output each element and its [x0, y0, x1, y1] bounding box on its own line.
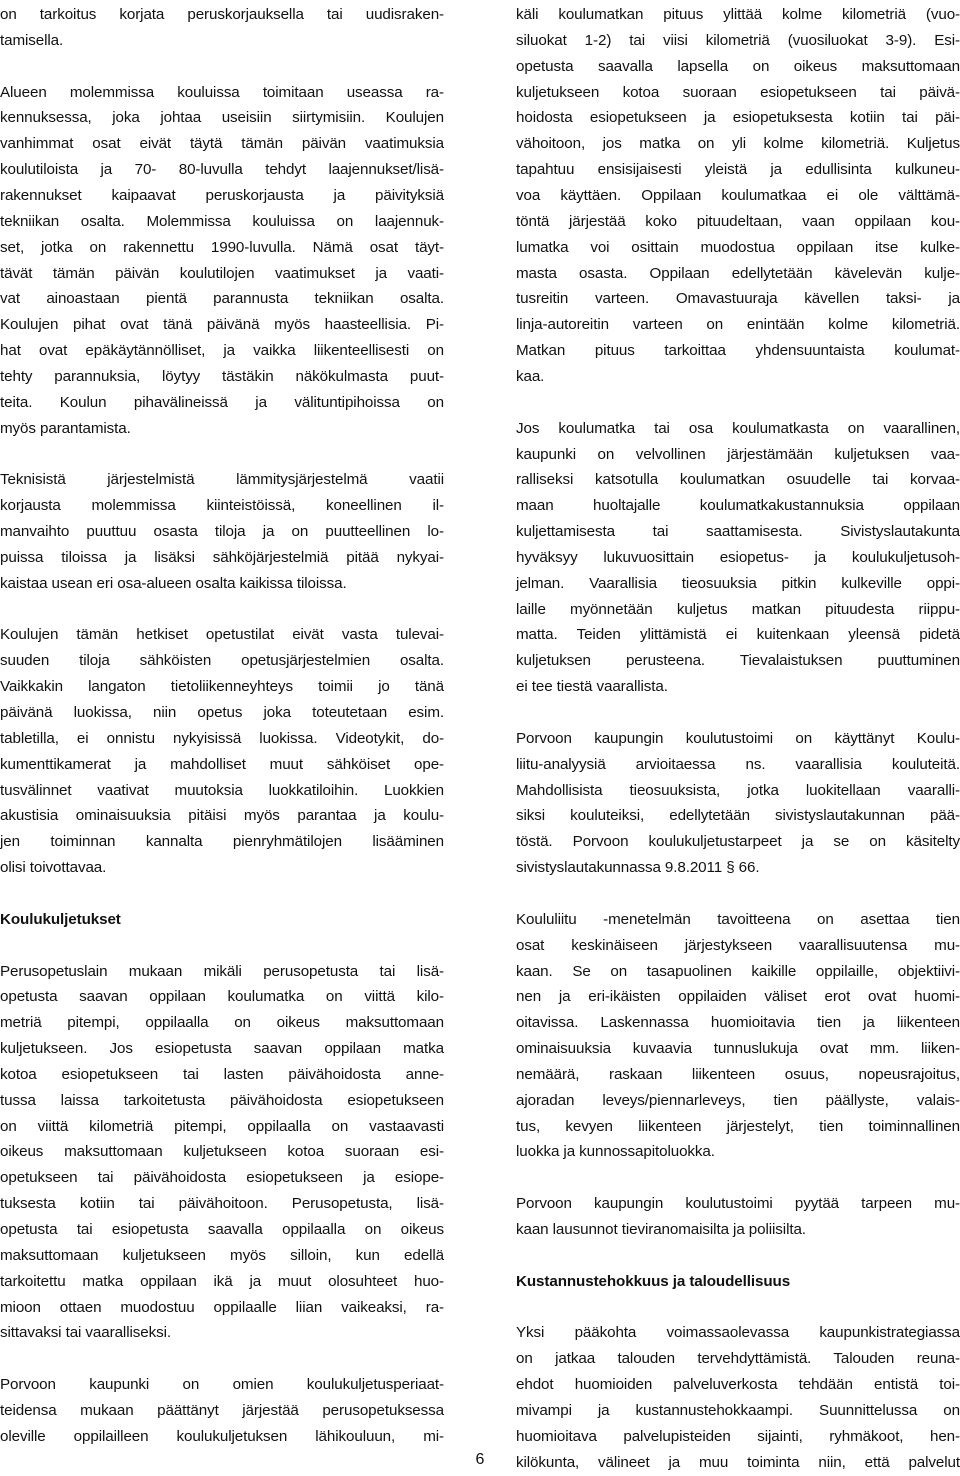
text-line: laille myönnetään kuljetus matkan pituudesta riippu- [516, 600, 960, 618]
text-line: on viittä kilometriä pitempi, oppilaalla on vastaavasti [0, 1117, 444, 1135]
text-line: hat ovat epäkäytännölliset, ja vaikka liikenteellisesti on [0, 342, 444, 360]
text-line: kuljettamisesta tai saattamisesta. Sivistyslautakunta [516, 523, 960, 540]
text-line: sivistyslautakunnassa 9.8.2011 § 66. [516, 859, 760, 877]
text-line: kumenttikamerat ja mahdolliset muut sähköiset ope- [0, 755, 444, 773]
section-heading: Kustannustehokkuus ja taloudellisuus [516, 1272, 791, 1290]
text-line: siluokat 1-2) tai viisi kilometriä (vuosiluokat 3-9). Esi- [516, 31, 960, 49]
page-number: 6 [475, 1451, 485, 1468]
text-line: hyväksyy lukuvuosittain esiopetus- ja koulukuljetusoh- [516, 548, 960, 566]
text-line: käli koulumatkan pituus ylittää kolme kilometriä (vuo- [516, 6, 960, 23]
text-line: maan huoltajalle koulumatkakustannuksia oppilaan [516, 497, 960, 515]
text-line: vanhimmat osat eivät täytä tämän päivän vaatimuksia [0, 135, 444, 153]
text-line: kotoa esiopetukseen tai lasten päivähoidosta anne- [0, 1065, 444, 1083]
text-line: liitu-analyysiä arvioitaessa ns. vaarallisia kouluteitä. [516, 755, 960, 773]
text-line: mivampi ja kustannustehokkaampi. Suunnittelussa on [516, 1401, 960, 1419]
text-line: kuljetukseen kotoa suoraan esiopetukseen tai päivä- [516, 83, 960, 101]
text-line: myös parantamista. [0, 419, 131, 437]
text-line: siksi kouluteiksi, edellytetään sivistyslautakunnan pää- [516, 807, 960, 825]
text-line: Mahdollisista tieosuuksista, jotka luokitellaan vaaralli- [516, 781, 960, 799]
text-line: ajoradan leveys/piennarleveys, tien päällyste, valais- [516, 1091, 960, 1109]
text-line: töntä järjestää koko pituudeltaan, vaan oppilaan kou- [516, 212, 960, 230]
text-line: olisi toivottavaa. [0, 859, 107, 877]
text-line: hoidosta esiopetukseen ja esiopetuksesta kotiin tai päi- [516, 109, 960, 127]
text-line: on jatkaa talouden tervehdyttämistä. Talouden reuna- [516, 1350, 960, 1368]
text-line: manvaihto puuttuu osasta tiloja ja on puutteellinen lo- [0, 523, 444, 540]
text-line: kaupunki on velvollinen järjestämään kuljetuksen vaa- [516, 445, 960, 463]
text-line: töstä. Porvoon koulukuljetustarpeet ja se on käsitelty [516, 833, 960, 851]
text-line: opetusta saavan oppilaan koulumatka on viittä kilo- [0, 988, 444, 1006]
text-line: Matkan pituus tarkoittaa yhdensuuntaista koulumat- [516, 342, 960, 360]
text-line: lumatka voi osittain muodostua oppilaan itse kulke- [516, 238, 960, 256]
text-line: kaistaa usean eri osa-alueen osalta kaikissa tiloissa. [0, 574, 347, 592]
text-line: Yksi pääkohta voimassaolevassa kaupunkistrategiassa [516, 1324, 960, 1342]
text-line: mioon ottaen muodostuu oppilaalle liian vaikeaksi, ra- [0, 1298, 444, 1316]
text-line: korjausta molemmissa kiinteistöissä, koneellinen il- [0, 497, 444, 515]
text-line: Jos koulumatka tai osa koulumatkasta on vaarallinen, [516, 419, 960, 437]
section-heading: Koulukuljetukset [0, 910, 121, 928]
text-line: ominaisuuksia kuvaavia tunnuslukuja ovat mm. liiken- [516, 1040, 960, 1057]
text-line: oitavissa. Laskennassa huomioitavia tien ja liikenteen [516, 1014, 960, 1032]
text-line: Koulujen pihat ovat tänä päivänä myös haasteellisia. Pi- [0, 316, 444, 334]
text-line: teita. Koulun pihavälineissä ja välituntipihoissa on [0, 393, 444, 411]
text-line: osat keskinäiseen järjestykseen vaarallisuutensa mu- [516, 936, 960, 954]
text-line: opetusta tai esiopetusta saavalla oppilaalla on oikeus [0, 1221, 444, 1238]
text-line: tävät tämän päivän koulutilojen vaatimukset ja vaati- [0, 264, 444, 282]
text-line: opetukseen tai päivähoidosta esiopetukseen ja esiope- [0, 1169, 444, 1187]
text-line: tamisella. [0, 31, 64, 49]
text-line: maksuttomaan kuljetukseen myös silloin, kun edellä [0, 1246, 444, 1264]
text-line: ehdot huomioiden palveluverkosta tehdään entistä toi- [516, 1376, 960, 1394]
text-line: kuljetukseen. Jos esiopetusta saavan oppilaan matka [0, 1040, 444, 1057]
text-line: puissa tiloissa ja lisäksi sähköjärjestelmiä pitää nykyai- [0, 548, 444, 566]
text-line: luokka ja kunnossapitoluokka. [516, 1143, 715, 1161]
text-line: teidensa mukaan päättänyt järjestää perusopetuksessa [0, 1401, 444, 1419]
text-line: Alueen molemmissa kouluissa toimitaan useassa ra- [0, 83, 444, 101]
text-line: tus, kevyen liikenteen järjestelyt, tien toiminnallinen [516, 1117, 960, 1135]
text-line: tarkoitettu matka oppilaan ikä ja muut olosuhteet huo- [0, 1272, 444, 1290]
text-line: huomioitava palvelupisteiden sijainti, ryhmäkoot, hen- [516, 1427, 960, 1445]
text-line: Koululiitu -menetelmän tavoitteena on asettaa tien [516, 910, 960, 928]
text-line: masta osasta. Oppilaan edellytetään kävelevän kulje- [516, 264, 960, 282]
text-line: tuksesta kotiin tai päivähoitoon. Perusopetusta, lisä- [0, 1195, 444, 1213]
text-line: Porvoon kaupungin koulutustoimi on käyttänyt Koulu- [516, 729, 960, 747]
text-line: oikeus maksuttomaan kuljetukseen kotoa suoraan esi- [0, 1143, 444, 1161]
text-line: Teknisistä järjestelmistä lämmitysjärjestelmä vaatii [0, 471, 444, 489]
text-line: Porvoon kaupunki on omien koulukuljetusperiaat- [0, 1376, 444, 1394]
text-line: suuden tiloja sähköisten opetusjärjestelmien osalta. [0, 652, 444, 670]
text-line: kaa. [516, 367, 545, 385]
text-line: ei tee tiestä vaarallista. [516, 678, 668, 696]
text-line: Koulujen tämän hetkiset opetustilat eivät vasta tulevai- [0, 626, 444, 644]
text-line: on tarkoitus korjata peruskorjauksella tai uudisraken- [0, 6, 444, 23]
text-line: opetusta saavalla lapsella on oikeus maksuttomaan [516, 57, 960, 75]
text-line: metriä pitempi, oppilaalla on oikeus maksuttomaan [0, 1014, 444, 1032]
text-line: tehty parannuksia, löytyy tästäkin näkökulmasta puut- [0, 367, 444, 385]
text-line: kuljetuksen perusteena. Tievalaistuksen puuttuminen [516, 652, 960, 670]
text-line: akustisia ominaisuuksia pitäisi myös parantaa ja koulu- [0, 807, 444, 825]
text-line: nen ja eri-ikäisten oppilaiden väliset erot ovat huomi- [516, 988, 960, 1006]
text-line: jen toiminnan kannalta pienryhmätilojen lisääminen [0, 833, 444, 851]
text-line: Vaikkakin langaton tietoliikenneyhteys toimii jo tänä [0, 678, 444, 696]
text-line: tekniikan osalta. Molemmissa kouluissa on laajennuk- [0, 212, 444, 230]
text-line: vat ainoastaan pientä parannusta tekniikan osalta. [0, 290, 444, 308]
text-line: Perusopetuslain mukaan mikäli perusopetusta tai lisä- [0, 962, 444, 980]
text-line: kaan lausunnot tieviranomaisilta ja poliisilta. [516, 1221, 806, 1238]
text-line: nemäärä, raskaan liikenteen osuus, nopeusrajoitus, [516, 1065, 960, 1083]
text-line: ralliseksi katsotulla koulumatkan osuudelle tai korvaa- [516, 471, 960, 489]
text-line: oleville oppilailleen koulukuljetuksen lähikouluun, mi- [0, 1427, 444, 1445]
text-line: päivänä luokissa, niin opetus joka toteutetaan esim. [0, 704, 444, 721]
text-line: sittavaksi tai vaaralliseksi. [0, 1324, 171, 1342]
text-line: jelman. Vaarallisia tieosuuksia pitkin kulkeville oppi- [516, 574, 960, 592]
text-line: Porvoon kaupungin koulutustoimi pyytää tarpeen mu- [516, 1195, 960, 1213]
text-line: kennuksessa, joka johtaa useisiin siirtymisiin. Koulujen [0, 109, 444, 127]
text-line: tusreitin varteen. Omavastuuraja kävellen taksi- ja [516, 290, 960, 308]
text-line: rakennukset kaipaavat peruskorjausta ja päivityksiä [0, 187, 444, 204]
text-line: matta. Teiden ylittämistä ei kuitenkaan yleensä pidetä [516, 626, 960, 644]
text-line: set, jotka on rakennettu 1990-luvulla. Nämä osat täyt- [0, 238, 444, 256]
text-line: linja-autoreitin varteen on enintään kolme kilometriä. [516, 316, 960, 334]
text-line: tussa laissa tarkoitetusta päivähoidosta esiopetukseen [0, 1091, 444, 1109]
text-line: tapahtuu ensisijaisesti yleistä ja edullisinta kulkuneu- [516, 161, 960, 179]
text-line: tabletilla, ei onnistu nykyisissä luokissa. Videotykit, do- [0, 729, 444, 747]
text-line: voa käyttäen. Oppilaan koulumatkaa ei ole välttämä- [516, 187, 960, 204]
text-line: koulutiloista ja 70- 80-luvulla tehdyt laajennukset/lisä- [0, 161, 444, 179]
text-line: kilökunta, välineet ja muu toiminta niin, että palvelut [516, 1453, 960, 1471]
text-line: vähoitoon, jos matka on yli kolme kilometriä. Kuljetus [516, 135, 960, 153]
text-line: tusvälinnet vaativat muutoksia luokkatiloihin. Luokkien [0, 781, 444, 799]
text-line: kaan. Se on tasapuolinen kaikille oppilaille, objektiivi- [516, 962, 960, 980]
